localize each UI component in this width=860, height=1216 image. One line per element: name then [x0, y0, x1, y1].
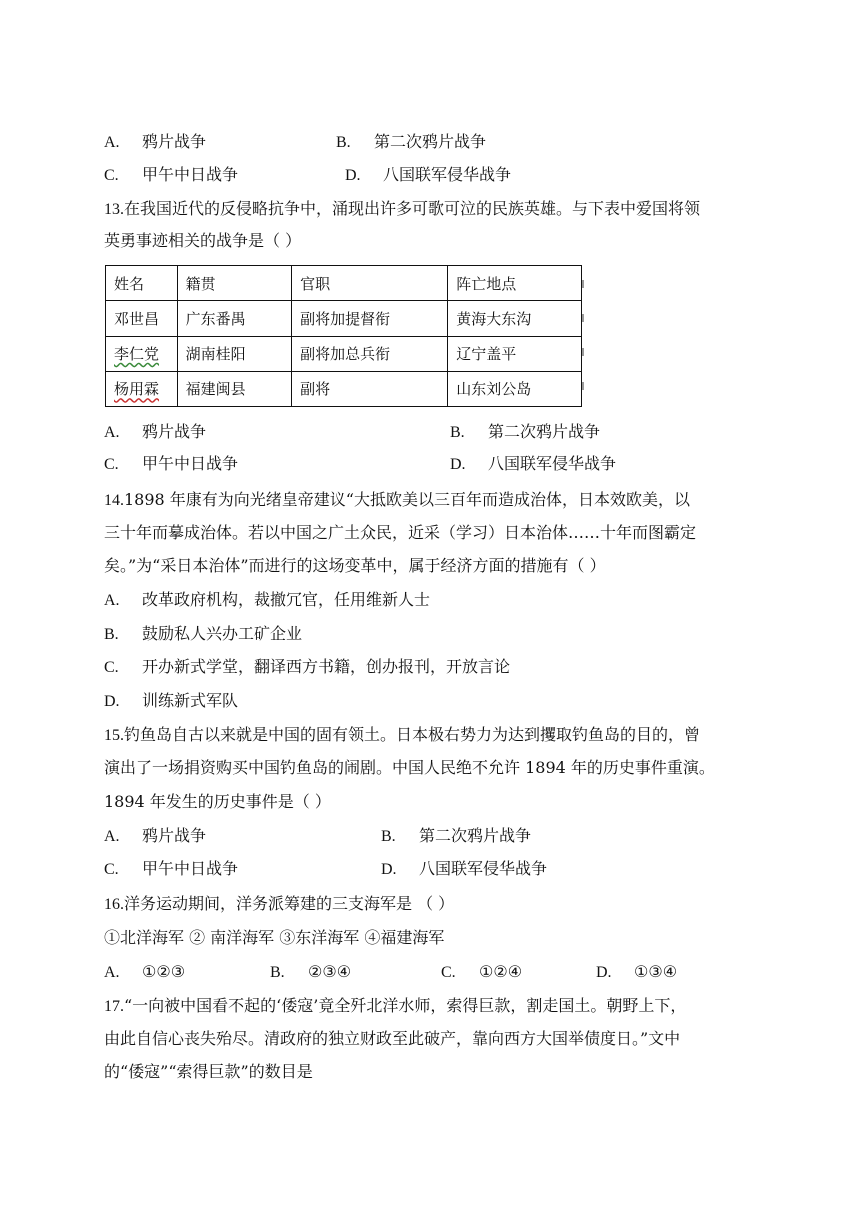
question-text: 钓鱼岛自古以来就是中国的固有领土。日本极右势力为达到攫取钓鱼岛的目的，曾: [124, 725, 701, 744]
header-cell-name: 姓名: [106, 266, 178, 301]
option-label: A.: [104, 424, 120, 441]
question-number: 15.: [104, 727, 124, 744]
q12-option-c[interactable]: [104, 164, 238, 187]
table-row: [106, 371, 582, 406]
q12-option-d[interactable]: [345, 164, 511, 187]
q17-stem-line-3: 的“倭寇”“索得巨款”的数目是: [104, 1062, 313, 1081]
header-cell-rank: 官职: [292, 266, 448, 301]
table-row-end-mark: [582, 382, 584, 390]
option-text: 改革政府机构，裁撤冗官，任用维新人士: [142, 590, 431, 609]
question-number: 14.: [104, 492, 124, 509]
option-text: 八国联军侵华战争: [488, 454, 617, 473]
table-row-end-mark: [582, 348, 584, 356]
question-text: “一向被中国看不起的‘倭寇’竟全歼北洋水师，索得巨款，割走国土。朝野上下，: [124, 996, 687, 1015]
option-text: 八国联军侵华战争: [419, 859, 548, 878]
option-text: ①②④: [479, 962, 523, 981]
q13-option-a[interactable]: [104, 421, 206, 444]
q16-option-c[interactable]: [441, 961, 522, 984]
table-cell: 福建闽县: [177, 371, 291, 406]
table-cell: 副将加总兵衔: [292, 336, 448, 371]
option-text: ②③④: [308, 962, 352, 981]
option-text: 第二次鸦片战争: [419, 826, 532, 845]
question-text: 洋务运动期间，洋务派筹建的三支海军是 （ ）: [124, 894, 455, 913]
option-label: B.: [336, 134, 351, 151]
option-text: 开办新式学堂，翻译西方书籍，创办报刊，开放言论: [142, 657, 511, 676]
table-row-end-mark: [582, 314, 584, 322]
option-label: D.: [104, 693, 120, 710]
q14-stem-line-1: [104, 489, 690, 512]
q13-option-c[interactable]: [104, 453, 238, 476]
option-label: C.: [104, 456, 119, 473]
table-cell: 副将加提督衔: [292, 301, 448, 336]
q14-option-d[interactable]: [104, 690, 238, 713]
spellcheck-underlined-text: 杨用霖: [114, 380, 160, 399]
q14-stem-line-2: 三十年而摹成治体。若以中国之广土众民，近采（学习）日本治体……十年而图霸定: [104, 523, 697, 542]
question-number: 13.: [104, 201, 124, 218]
table-cell: 邓世昌: [106, 301, 178, 336]
option-label: D.: [345, 167, 361, 184]
q13-generals-table: [105, 265, 582, 407]
q14-stem-line-3: 矣。”为“采日本治体”而进行的这场变革中，属于经济方面的措施有（ ）: [104, 556, 606, 575]
table-cell: 山东刘公岛: [448, 371, 582, 406]
option-label: C.: [104, 659, 119, 676]
q15-option-b[interactable]: [381, 825, 531, 848]
option-label: B.: [381, 828, 396, 845]
table-cell: 广东番禺: [177, 301, 291, 336]
option-text: 鸦片战争: [142, 422, 207, 441]
table-cell: [106, 336, 178, 371]
option-text: ①②③: [142, 962, 186, 981]
q13-stem-line-1: [104, 198, 700, 221]
q14-option-b[interactable]: [104, 623, 302, 646]
table-header-row: [106, 266, 582, 301]
table-cell: 辽宁盖平: [448, 336, 582, 371]
table-cell: 副将: [292, 371, 448, 406]
q15-stem-line-2: 演出了一场捐资购买中国钓鱼岛的闹剧。中国人民绝不允许 1894 年的历史事件重演。: [104, 758, 715, 777]
option-text: 训练新式军队: [142, 691, 239, 710]
q17-stem-line-1: [104, 995, 686, 1018]
option-text: 八国联军侵华战争: [383, 165, 512, 184]
table-cell: [106, 371, 178, 406]
q15-option-c[interactable]: [104, 858, 238, 881]
option-text: 第二次鸦片战争: [488, 422, 601, 441]
option-text: 第二次鸦片战争: [374, 132, 487, 151]
q16-stem-line-2: ①北洋海军 ② 南洋海军 ③东洋海军 ④福建海军: [104, 928, 445, 947]
option-label: B.: [104, 626, 119, 643]
q12-option-a[interactable]: [104, 131, 206, 154]
option-label: D.: [596, 964, 612, 981]
option-label: D.: [450, 456, 466, 473]
q14-option-a[interactable]: [104, 589, 430, 612]
table-row-end-mark: [582, 280, 584, 288]
option-text: 甲午中日战争: [142, 859, 239, 878]
table-row: [106, 301, 582, 336]
option-label: A.: [104, 592, 120, 609]
q16-option-d[interactable]: [596, 961, 677, 984]
q15-option-d[interactable]: [381, 858, 547, 881]
q13-stem-line-2: 英勇事迹相关的战争是（ ）: [104, 231, 302, 250]
q15-stem-line-1: [104, 724, 700, 747]
table-row: [106, 336, 582, 371]
option-text: 甲午中日战争: [142, 454, 239, 473]
q16-option-a[interactable]: [104, 961, 185, 984]
option-text: 鼓励私人兴办工矿企业: [142, 624, 303, 643]
q16-option-b[interactable]: [270, 961, 351, 984]
table-cell: 黄海大东沟: [448, 301, 582, 336]
option-label: C.: [441, 964, 456, 981]
q13-option-d[interactable]: [450, 453, 616, 476]
q13-option-b[interactable]: [450, 421, 600, 444]
q15-stem-line-3: 1894 年发生的历史事件是（ ）: [104, 792, 331, 811]
q12-option-b[interactable]: [336, 131, 486, 154]
q15-option-a[interactable]: [104, 825, 206, 848]
option-text: ①③④: [634, 962, 678, 981]
question-number: 17.: [104, 998, 124, 1015]
question-number: 16.: [104, 896, 124, 913]
option-label: D.: [381, 861, 397, 878]
option-label: A.: [104, 964, 120, 981]
question-text: 在我国近代的反侵略抗争中，涌现出许多可歌可泣的民族英雄。与下表中爱国将领: [124, 199, 701, 218]
q17-stem-line-2: 由此自信心丧失殆尽。清政府的独立财政至此破产，靠向西方大国举债度日。”文中: [104, 1029, 681, 1048]
header-cell-death-place: 阵亡地点: [448, 266, 582, 301]
header-cell-hometown: 籍贯: [177, 266, 291, 301]
option-label: A.: [104, 134, 120, 151]
option-label: B.: [270, 964, 285, 981]
spellcheck-underlined-text: 李仁党: [114, 345, 160, 364]
option-label: C.: [104, 167, 119, 184]
option-label: C.: [104, 861, 119, 878]
option-text: 鸦片战争: [142, 826, 207, 845]
q16-stem-line-1: [104, 893, 454, 916]
option-text: 甲午中日战争: [142, 165, 239, 184]
question-text: 1898 年康有为向光绪皇帝建议“大抵欧美以三百年而造成治体，日本效欧美，以: [124, 490, 690, 509]
option-label: A.: [104, 828, 120, 845]
option-text: 鸦片战争: [142, 132, 207, 151]
table-cell: 湖南桂阳: [177, 336, 291, 371]
option-label: B.: [450, 424, 465, 441]
q14-option-c[interactable]: [104, 656, 510, 679]
